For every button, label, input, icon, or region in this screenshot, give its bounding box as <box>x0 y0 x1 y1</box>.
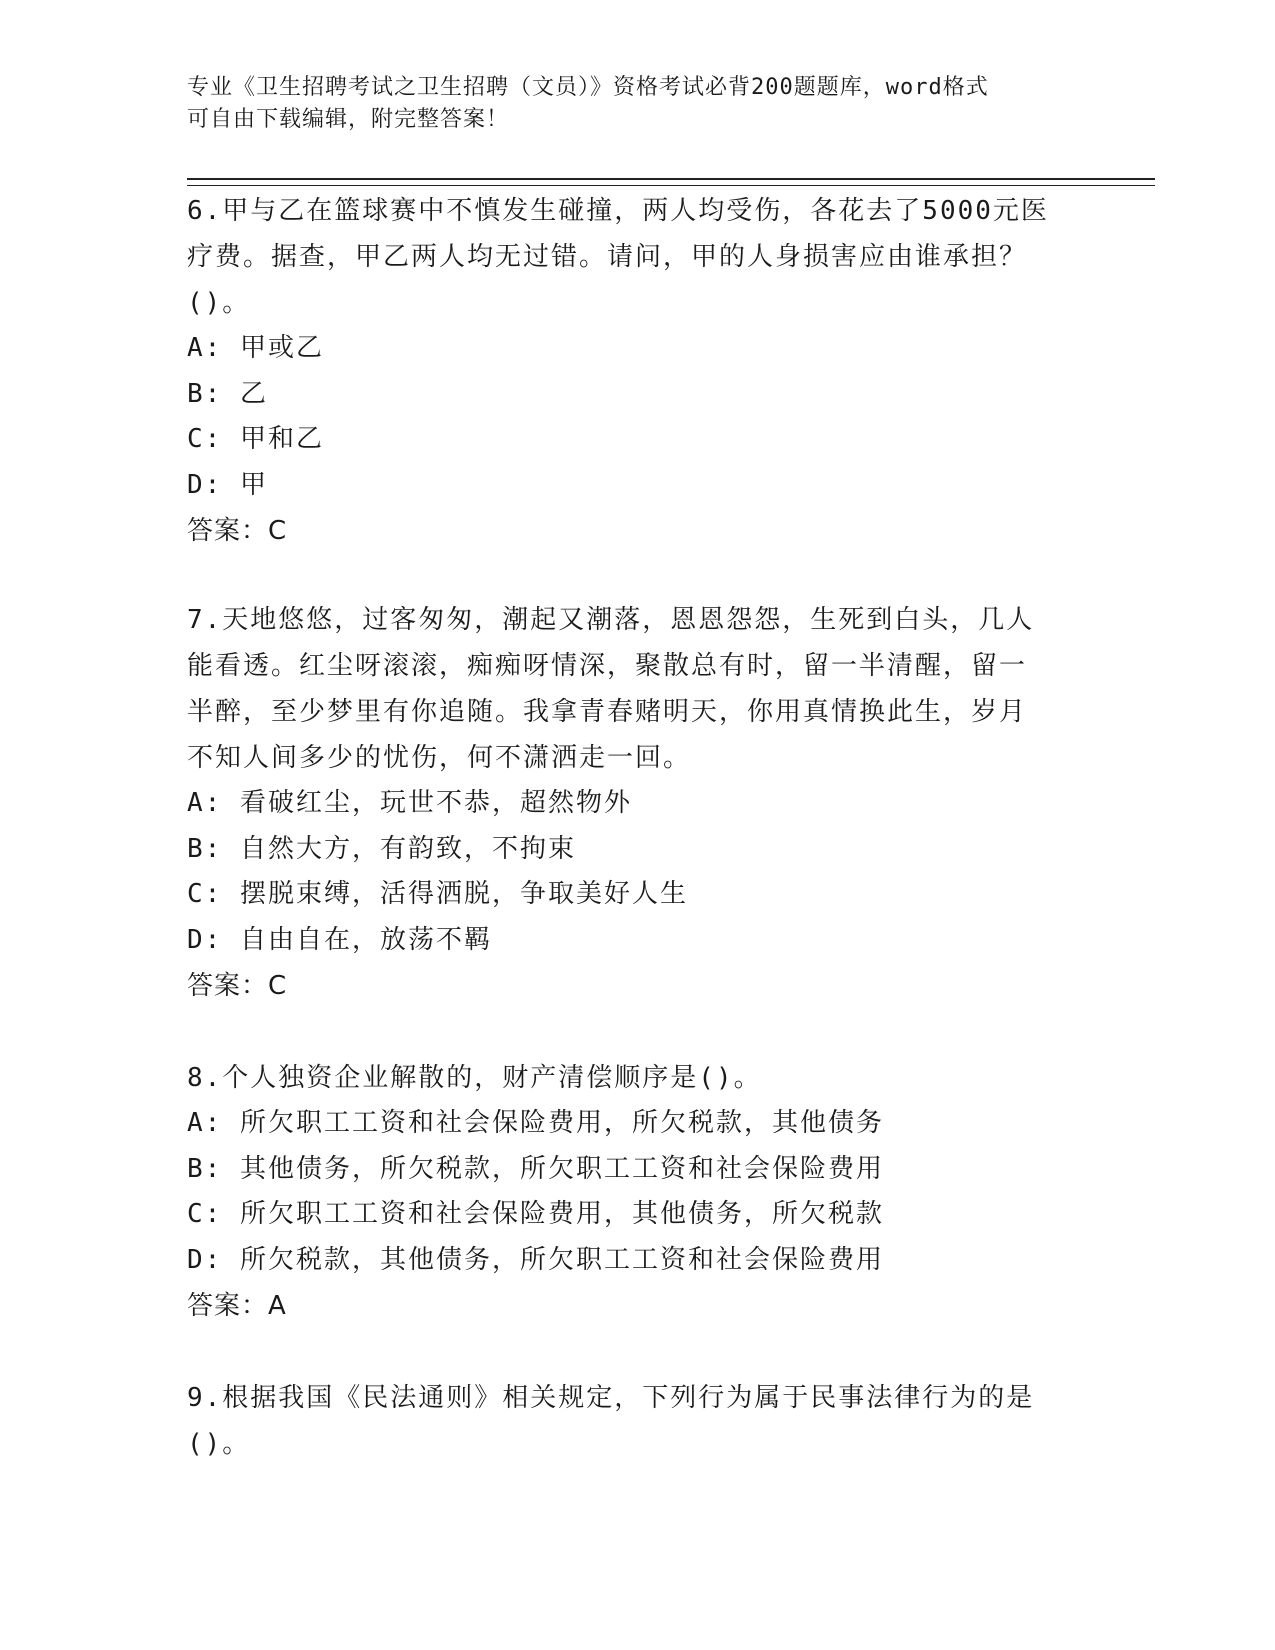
question-6 <box>187 188 1087 554</box>
header-line-1: 专业《卫生招聘考试之卫生招聘（文员）》资格考试必背200题题库，word格式 <box>187 75 989 100</box>
option-c: C: 甲和乙 <box>187 424 324 454</box>
question-stem-line: 不知人间多少的忧伤，何不潇洒走一回。 <box>187 743 692 773</box>
header-divider <box>187 178 1155 186</box>
document-header <box>187 72 1067 136</box>
question-8 <box>187 1055 1087 1329</box>
option-a: A: 看破红尘，玩世不恭，超然物外 <box>187 788 632 818</box>
answer-line: 答案：C <box>187 516 288 546</box>
option-a: A: 所欠职工工资和社会保险费用，所欠税款，其他债务 <box>187 1108 884 1138</box>
option-b: B: 乙 <box>187 378 268 409</box>
question-7 <box>187 597 1087 1009</box>
question-stem-line: ()。 <box>187 1429 251 1459</box>
option-d: D: 甲 <box>187 469 268 500</box>
question-stem-line: 6.甲与乙在篮球赛中不慎发生碰撞，两人均受伤，各花去了5000元医 <box>187 196 1049 226</box>
answer-line: 答案：C <box>187 971 288 1001</box>
option-a: A: 甲或乙 <box>187 333 324 363</box>
option-b: B: 其他债务，所欠税款，所欠职工工资和社会保险费用 <box>187 1153 884 1184</box>
question-stem-line: 9.根据我国《民法通则》相关规定，下列行为属于民事法律行为的是 <box>187 1383 1035 1413</box>
question-stem-line: 8.个人独资企业解散的，财产清偿顺序是()。 <box>187 1063 762 1093</box>
option-c: C: 摆脱束缚，活得洒脱，争取美好人生 <box>187 879 688 909</box>
option-d: D: 所欠税款，其他债务，所欠职工工资和社会保险费用 <box>187 1244 884 1275</box>
question-stem-line: 能看透。红尘呀滚滚，痴痴呀情深，聚散总有时，留一半清醒，留一 <box>187 651 1028 681</box>
question-stem-line: 半醉，至少梦里有你追随。我拿青春赌明天，你用真情换此生，岁月 <box>187 697 1028 727</box>
option-c: C: 所欠职工工资和社会保险费用，其他债务，所欠税款 <box>187 1199 884 1229</box>
header-line-2: 可自由下载编辑，附完整答案！ <box>187 107 510 132</box>
option-b: B: 自然大方，有韵致，不拘束 <box>187 833 576 864</box>
question-9 <box>187 1375 1087 1467</box>
answer-line: 答案：A <box>187 1291 287 1321</box>
question-stem-line: 7.天地悠悠，过客匆匆，潮起又潮落，恩恩怨怨，生死到白头，几人 <box>187 605 1035 635</box>
question-stem-line: 疗费。据查，甲乙两人均无过错。请问，甲的人身损害应由谁承担？ <box>187 242 1028 272</box>
question-stem-line: ()。 <box>187 288 251 318</box>
option-d: D: 自由自在，放荡不羁 <box>187 924 492 955</box>
